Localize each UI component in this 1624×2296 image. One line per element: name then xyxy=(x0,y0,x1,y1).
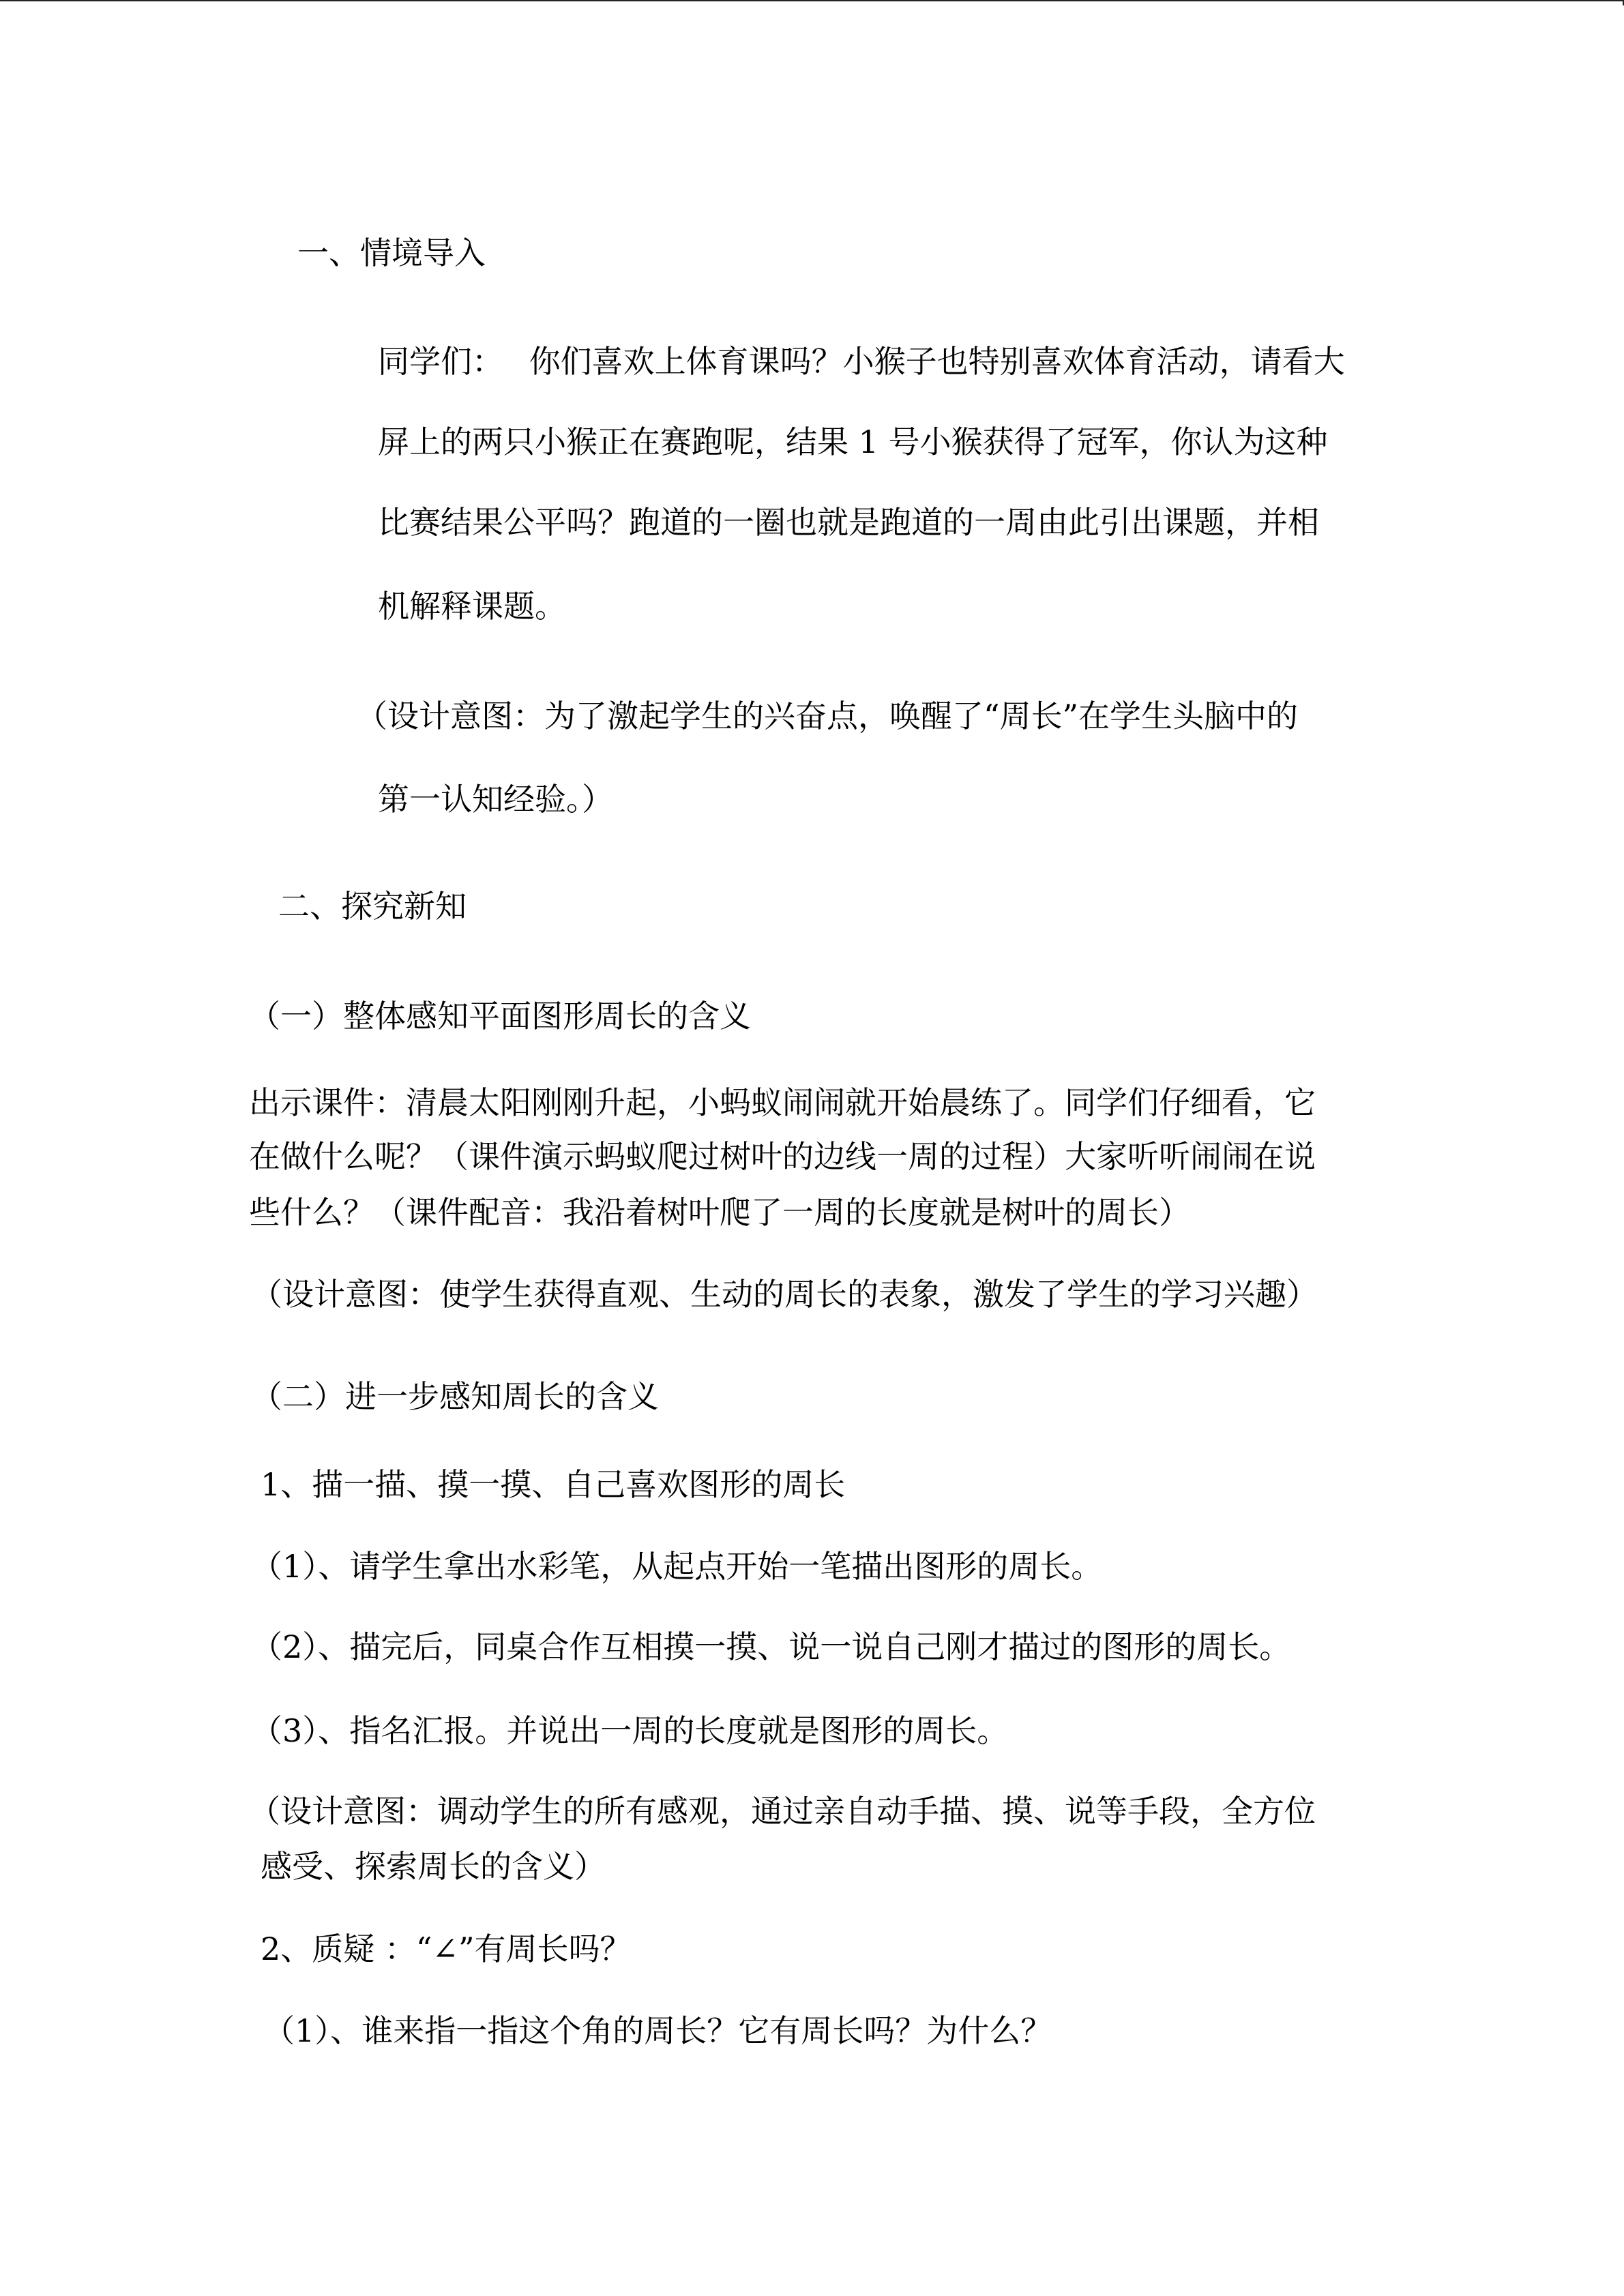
step-1-design-note-line: （设计意图：调动学生的所有感观，通过亲自动手描、摸、说等手段，全方位 xyxy=(249,1793,1316,1830)
step-1-item: （1）、请学生拿出水彩笔，从起点开始一笔描出图形的周长。 xyxy=(251,1548,1103,1585)
section-1-intro-line: 机解释课题。 xyxy=(378,588,566,625)
part-1-body-line: 出示课件：清晨太阳刚刚升起，小蚂蚁闹闹就开始晨练了。同学们仔细看，它 xyxy=(249,1084,1316,1121)
step-1-design-note-line: 感受、探索周长的含义） xyxy=(261,1848,606,1885)
part-2-heading: （二）进一步感知周长的含义 xyxy=(251,1378,659,1415)
part-1-body-line: 些什么？（课件配音：我沿着树叶爬了一周的长度就是树叶的周长） xyxy=(249,1194,1190,1231)
step-1-item: （2）、描完后，同桌合作互相摸一摸、说一说自己刚才描过的图形的周长。 xyxy=(251,1628,1291,1665)
part-1-design-note-line: （设计意图：使学生获得直观、生动的周长的表象，激发了学生的学习兴趣） xyxy=(251,1276,1318,1313)
part-1-heading: （一）整体感知平面图形周长的含义 xyxy=(249,998,751,1034)
section-1-intro-line: 比赛结果公平吗？跑道的一圈也就是跑道的一周由此引出课题，并相 xyxy=(378,504,1319,541)
step-1-title: 1、描一描、摸一摸、自己喜欢图形的周长 xyxy=(261,1466,846,1503)
section-1-heading: 一、情境导入 xyxy=(297,235,486,271)
section-1-intro-line: 同学们： 你们喜欢上体育课吗？小猴子也特别喜欢体育活动，请看大 xyxy=(378,343,1345,380)
step-2-item: （1）、谁来指一指这个角的周长？它有周长吗？为什么？ xyxy=(263,2012,1052,2049)
section-2-heading: 二、探究新知 xyxy=(278,888,467,925)
section-1-design-note-line: （设计意图：为了激起学生的兴奋点，唤醒了“周长”在学生头脑中的 xyxy=(356,698,1299,734)
section-1-intro-line: 屏上的两只小猴正在赛跑呢，结果 1 号小猴获得了冠军，你认为这种 xyxy=(378,423,1328,460)
step-2-title: 2、质疑 ：“∠”有周长吗？ xyxy=(261,1930,632,1967)
part-1-body-line: 在做什么呢？（课件演示蚂蚁爬过树叶的边线一周的过程）大家听听闹闹在说 xyxy=(249,1138,1316,1175)
step-1-item: （3）、指名汇报。并说出一周的长度就是图形的周长。 xyxy=(251,1712,1009,1749)
section-1-design-note-line: 第一认知经验。） xyxy=(378,781,613,818)
